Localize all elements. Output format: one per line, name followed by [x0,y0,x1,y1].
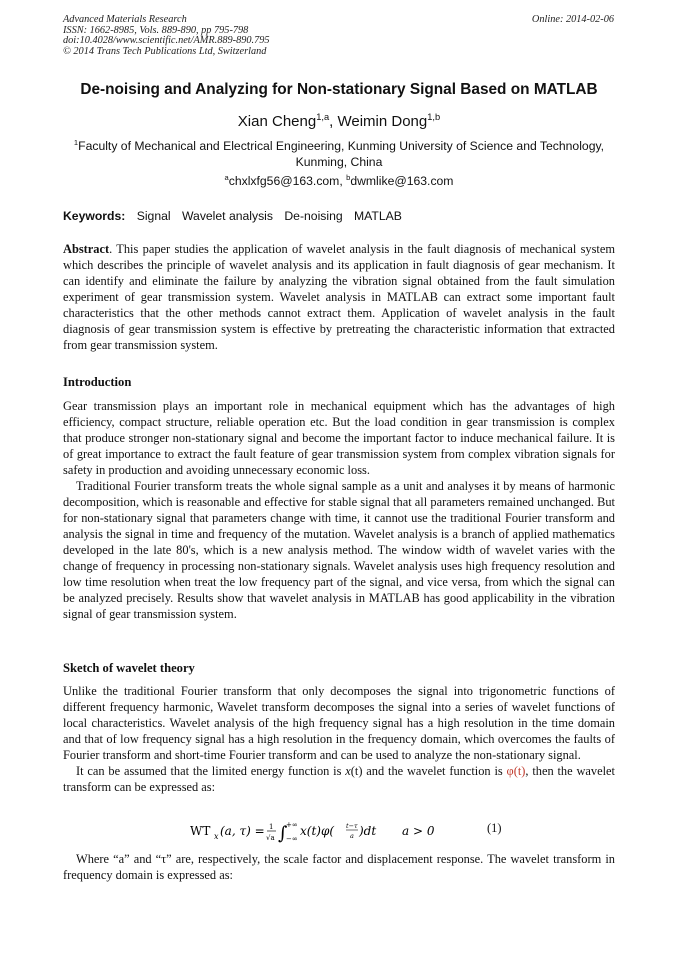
introduction-paragraph-1: Gear transmission plays an important role in mechanical equipment which has the advantages of high efficiency, compact structure, reliable operation etc. But the load condition in gear transmission is complex that produce stronger non-stationary signal and become the important factor to induce mechanical failure. It is of great importance to extract the fault feature of gear transmission system from complex vibration signals for safety in production and avoiding unnecessary economic loss. [63,399,615,477]
affiliation-text: Faculty of Mechanical and Electrical Engineering, Kunming University of Science and Technology, Kunming, China [78,139,605,169]
keywords-line [63,209,615,223]
keyword-item: De-noising [284,209,343,223]
introduction-section [63,398,615,622]
keyword-item: Wavelet analysis [181,209,273,223]
where-paragraph [63,851,615,883]
equation-number: (1) [487,821,502,835]
sketch-p2-text-a: It can be assumed that the limited energy function is [76,764,346,778]
var-t: (t) [350,764,363,778]
eq-inner-num: t−τ [346,822,358,830]
author-2-sup: 1,b [427,112,441,122]
sketch-section [63,683,615,795]
author-2-name: Weimin Dong [337,113,428,130]
eq-integrand: x(t)φ( [300,824,335,838]
sketch-p2-text-c: , then the wavelet transform can be expressed as: [63,764,615,794]
var-x: x [345,764,351,778]
equation-svg [190,820,450,844]
email-a[interactable]: chxlxfg56@163.com, [228,174,343,188]
affiliation-sup: 1 [73,137,79,147]
eq-inner-den: a [350,832,354,840]
var-phi: φ(t) [506,764,526,778]
sketch-paragraph-1: Unlike the traditional Fourier transform that only decomposes the signal into trigonometric functions of different frequency harmonic, Wavelet transform decomposes the signal into a series of wavelet functions of local characteristics. Wavelet analysis of the high frequency signal has a high resolution in the time domain and that of low frequency signal has a high resolution in the frequency domain, which overcomes the faults of Fourier transform and short-time Fourier transform and can be used to analyze the non-stationary signal. [63,684,615,762]
author-separator: , [329,113,338,130]
author-1-name: Xian Cheng [237,113,317,130]
paper-title: De-noising and Analyzing for Non-stationary Signal Based on MATLAB [80,81,598,98]
eq-condition: a > 0 [402,824,435,838]
sketch-paragraph-2 [63,763,615,795]
introduction-paragraph-2: Traditional Fourier transform treats the whole signal sample as a unit and analyses it by means of harmonic decomposition, which is reasonable and effective for stable signal that all parameters remained unchanged. But for non-stationary signal that parameters change with time, it cannot use the traditional Fourier transform and analysis the signal in time and frequency of the mutation. Wavelet analysis is a branch of applied mathematics developed in the late 80's, which is a new analysis method. The window width of wavelet varies with the change of frequency in processing non-stationary signals. Wavelet analysis uses high frequency resolution and low time resolution when treat the low frequency part of the signal, and vice versa, from which the signal can be analyzed precisely. Results show that wavelet analysis in MATLAB has good applicability in the vibration signal of gear transmission system. [63,479,615,621]
email-b-sup: b [346,172,351,182]
eq-lhs: WT [190,824,211,838]
online-date-text: Online: 2014-02-06 [531,14,614,25]
email-b[interactable]: dwmlike@163.com [350,174,454,188]
eq-frac-num: 1 [269,823,274,831]
affiliation [63,138,615,170]
online-date [532,15,614,26]
eq-args: (a, τ) = [220,824,265,838]
where-text: Where “a” and “τ” are, respectively, the scale factor and displacement response. The wavelet transform in frequency domain is expressed as: [63,852,615,882]
eq-tail: )dt [359,824,377,838]
doi-line[interactable]: doi:10.4028/www.scientific.net/AMR.889-890.795 [63,35,270,47]
eq-int-lower: −∞ [286,835,298,843]
equation-1 [190,820,590,842]
abstract [63,241,615,353]
email-a-sup: a [224,172,229,182]
eq-sub: x [214,832,219,841]
journal-name: Advanced Materials Research [63,14,187,25]
keywords-label: Keywords: [63,209,126,223]
eq-frac-den: √a [266,834,275,842]
abstract-label: Abstract [63,242,110,256]
copyright-line: © 2014 Trans Tech Publications Ltd, Switzerland [63,45,267,57]
keyword-item: MATLAB [354,209,402,223]
author-1-sup: 1,a [316,112,330,122]
author-line [0,113,678,130]
issn-line: ISSN: 1662-8985, Vols. 889-890, pp 795-798 [63,24,249,36]
email-line [0,174,678,188]
journal-header [63,15,270,57]
eq-int-upper: +∞ [286,821,298,829]
keyword-item: Signal [136,209,171,223]
integral-icon: ∫ [278,823,288,844]
sketch-p2-text-b: and the wavelet function is [362,764,507,778]
abstract-text: . This paper studies the application of wavelet analysis in the fault diagnosis of mechanical system which describes the principle of wavelet analysis and its application in fault diagnosis of gear mechanism. It can identify and eliminate the failure by analyzing the vibration signal obtained from the fault simulation experiment of gear transmission system. Wavelet analysis in MATLAB can extract some important fault characteristics that the other methods cannot extract them. Application of wavelet analysis in the fault diagnosis of gear transmission system is effective by pretreating the characteristic information that extracted from gear transmission system. [63,242,615,352]
sketch-heading: Sketch of wavelet theory [63,661,195,675]
introduction-heading: Introduction [63,375,132,389]
